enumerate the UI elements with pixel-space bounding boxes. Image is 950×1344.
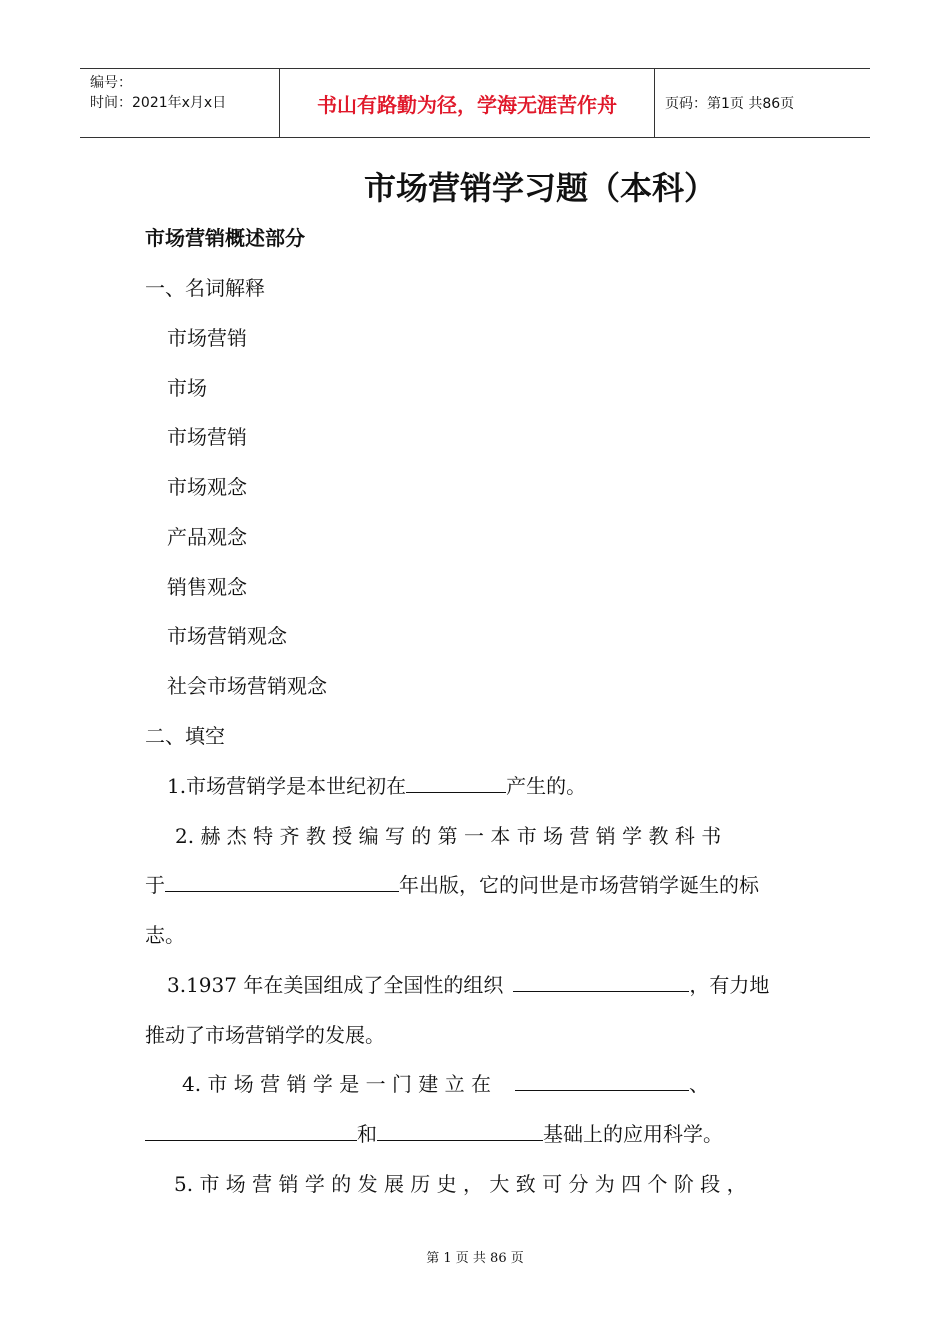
question-5-line1: 5. 市 场 营 销 学 的 发 展 历 史 ， 大 致 可 分 为 四 个 阶 段 ， (174, 1172, 747, 1196)
header-motto: 书山有路勤为径，学海无涯苦作舟 (280, 69, 655, 137)
term-item: 产品观念 (167, 525, 247, 549)
section-heading: 市场营销概述部分 (145, 226, 305, 250)
answer-blank[interactable] (515, 1072, 689, 1091)
answer-blank[interactable] (406, 774, 506, 793)
term-item: 销售观念 (167, 575, 247, 599)
term-item: 市场 (167, 376, 207, 400)
q3-text-end: ，有力地 (689, 973, 770, 997)
question-4-line1 (182, 1068, 709, 1097)
answer-blank[interactable] (377, 1122, 543, 1141)
time-label: 时间：2021年x月x日 (90, 95, 227, 111)
answer-blank[interactable] (145, 1122, 357, 1141)
q3-text: 3.1937 年在美国组成了全国性的组织 (167, 973, 504, 997)
document-title: 市场营销学习题（本科） (363, 169, 716, 207)
question-1 (167, 770, 586, 799)
answer-blank[interactable] (165, 873, 399, 892)
q4-separator: 、 (689, 1072, 710, 1096)
term-item: 市场营销观念 (167, 624, 287, 648)
number-label: 编号： (90, 75, 132, 91)
q2-text: 于 (145, 873, 165, 897)
question-4-line2 (145, 1118, 723, 1147)
header-meta (80, 69, 280, 137)
question-2-line2 (145, 869, 759, 898)
term-item: 市场营销 (167, 425, 247, 449)
answer-blank[interactable] (513, 973, 689, 992)
q2-text-end: 年出版，它的问世是市场营销学诞生的标 (399, 873, 759, 897)
q1-text-end: 产生的。 (506, 774, 587, 798)
term-item: 市场营销 (167, 326, 247, 350)
q4-text: 4. 市 场 营 销 学 是 一 门 建 立 在 (182, 1072, 492, 1096)
question-2-line1: 2. 赫 杰 特 齐 教 授 编 写 的 第 一 本 市 场 营 销 学 教 科 书 (175, 824, 722, 848)
part1-heading: 一、名词解释 (145, 276, 265, 300)
header-page-info: 页码：第1页 共86页 (665, 96, 795, 112)
term-item: 社会市场营销观念 (167, 674, 327, 698)
question-3 (167, 969, 769, 998)
term-item: 市场观念 (167, 475, 247, 499)
page-header (80, 68, 870, 138)
part2-heading: 二、填空 (145, 724, 225, 748)
q1-text: 1.市场营销学是本世纪初在 (167, 774, 407, 798)
question-3-line2: 推动了市场营销学的发展。 (145, 1023, 385, 1047)
q4-and: 和 (357, 1122, 377, 1146)
page-footer: 第 1 页 共 86 页 (426, 1251, 524, 1266)
q4-text-end: 基础上的应用科学。 (543, 1122, 723, 1146)
question-2-line3: 志。 (145, 923, 185, 947)
